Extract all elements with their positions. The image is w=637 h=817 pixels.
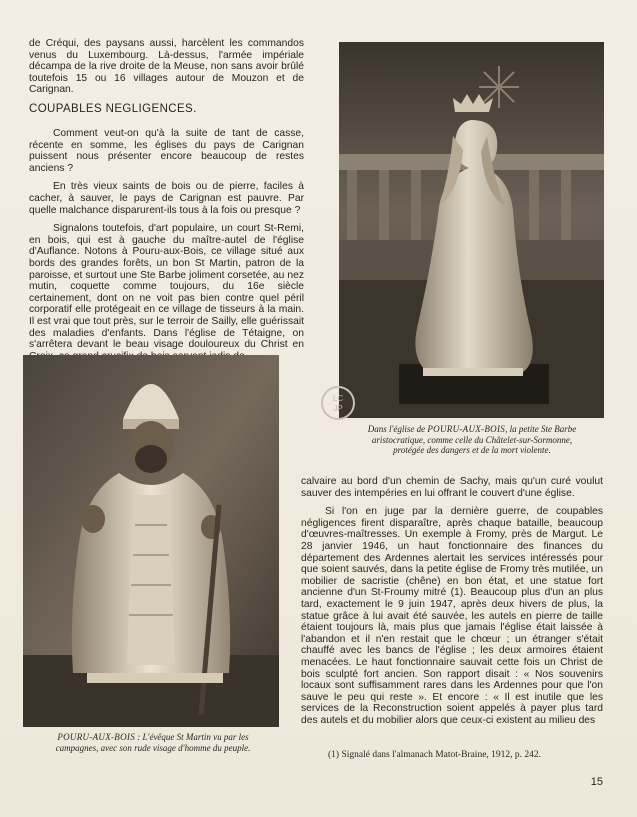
left-column [29, 128, 304, 369]
caption-martin-line1: : L'évêque St Martin vu par les [135, 732, 249, 742]
right-paragraph-1: calvaire au bord d'un chemin de Sachy, mais qu'un curé voulut sauver des intempéries en lui offrant le couvert d'une église. [301, 476, 603, 499]
top-paragraph-block [29, 38, 304, 103]
caption-martin-line2: campagnes, avec son rude visage d'homme du peuple. [55, 742, 251, 753]
svg-text:JP: JP [333, 404, 343, 413]
caption-martin-place: POURU-AUX-BOIS [57, 732, 136, 742]
caption-barbe-prefix: Dans l'église de [367, 424, 426, 434]
ste-barbe-caption [338, 424, 606, 456]
caption-barbe-line3: protégée des dangers et de la mort violente. [393, 445, 551, 455]
caption-barbe-place: POURU-AUX-BOIS [427, 424, 506, 434]
ste-barbe-photo [339, 42, 604, 418]
st-martin-photo [23, 355, 279, 727]
left-paragraph-1: Comment veut-on qu'à la suite de tant de casse, récente en somme, les églises du pays de Carignan puissent nous présenter encore beaucoup de restes anciens ? [29, 128, 304, 174]
top-paragraph: de Créqui, des paysans aussi, harcèlent les commandos venus du Luxembourg. Là-dessus, l'armée impériale décampa de la rive droite de la Meuse, non sans avoir brûlé toutefois 15 ou 16 villages autour de Mouzon et de Carignan. [29, 38, 304, 96]
right-paragraph-2: Si l'on en juge par la dernière guerre, de coupables négligences firent disparaître, après chaque bataille, beaucoup d'œuvres-maîtresses. Un exemple à Fromy, près de Margut. Le 28 janvier 1946, un haut fonctionnaire des finances du département des Ardennes alertait les services intéressés pour que soient sauvés, dans la petite église de Fromy très mutilée, un mobilier de sacristie (chêne) en bon état, et une statue fort ancienne d'un St-Froumy mitré (1). Beaucoup plus d'un an plus tard, exactement le 9 juin 1947, après deux hivers de plus, la statue grâce à lui avait été sauvée, les autels en pierre de taille étaient toujours là, mais plus que jamais l'église était laissée à l'abandon et il n'en restait que le chœur ; un étranger s'était chauffé avec les bancs de l'église ; les deux armoires étaient menacées. Le haut fonctionnaire sauvait cette fois un Christ de bois sculpté fort ancien. Son rapport disait : « Nos souvenirs locaux sont suffisamment rares dans les Ardennes pour que l'on sauve le peu qui reste ». Et encore : « Il est inutile que les services de la Reconstruction soient appelés à payer plus tard des autels et du mobilier alors que ceux-ci existent au milieu des [301, 506, 603, 726]
left-paragraph-2: En très vieux saints de bois ou de pierre, faciles à cacher, à sauver, le pays de Carignan est pauvre. Par quelle malchance disparurent-ils tous à la fois ou presque ? [29, 181, 304, 216]
st-martin-caption [18, 732, 288, 753]
svg-text:LC: LC [332, 394, 344, 403]
section-heading: COUPABLES NEGLIGENCES. [29, 103, 197, 115]
right-column [301, 476, 603, 733]
watermark-stamp [320, 385, 356, 421]
caption-barbe-line2: aristocratique, comme celle du Châtelet-sur-Sormonne, [371, 434, 573, 445]
caption-barbe-line1: , la petite Ste Barbe [505, 424, 577, 434]
footnote: (1) Signalé dans l'almanach Matot-Braine, 1912, p. 242. [328, 750, 542, 760]
left-paragraph-3: Signalons toutefois, d'art populaire, un court St-Remi, en bois, qui est à gauche du maître-autel de l'église d'Auflance. Notons à Pouru-aux-Bois, ce village situé aux bords des grandes forêts, un bon St Martin, patron de la paroisse, et surtout une Ste Barbe joliment corsetée, au nez mutin, coquette comme toujours, du 16e siècle certainement, dont on ne voit pas bien contre quel péril corporatif elle protégeait en ce village de tisseurs à la main. Il est vrai que tout près, sur le terroir de Sailly, elle guérissait des maladies d'enfants. Dans l'église de Tétaigne, on s'arrêtera devant le beau visage douloureux du Christ en [29, 223, 304, 351]
page-number: 15 [590, 776, 603, 788]
